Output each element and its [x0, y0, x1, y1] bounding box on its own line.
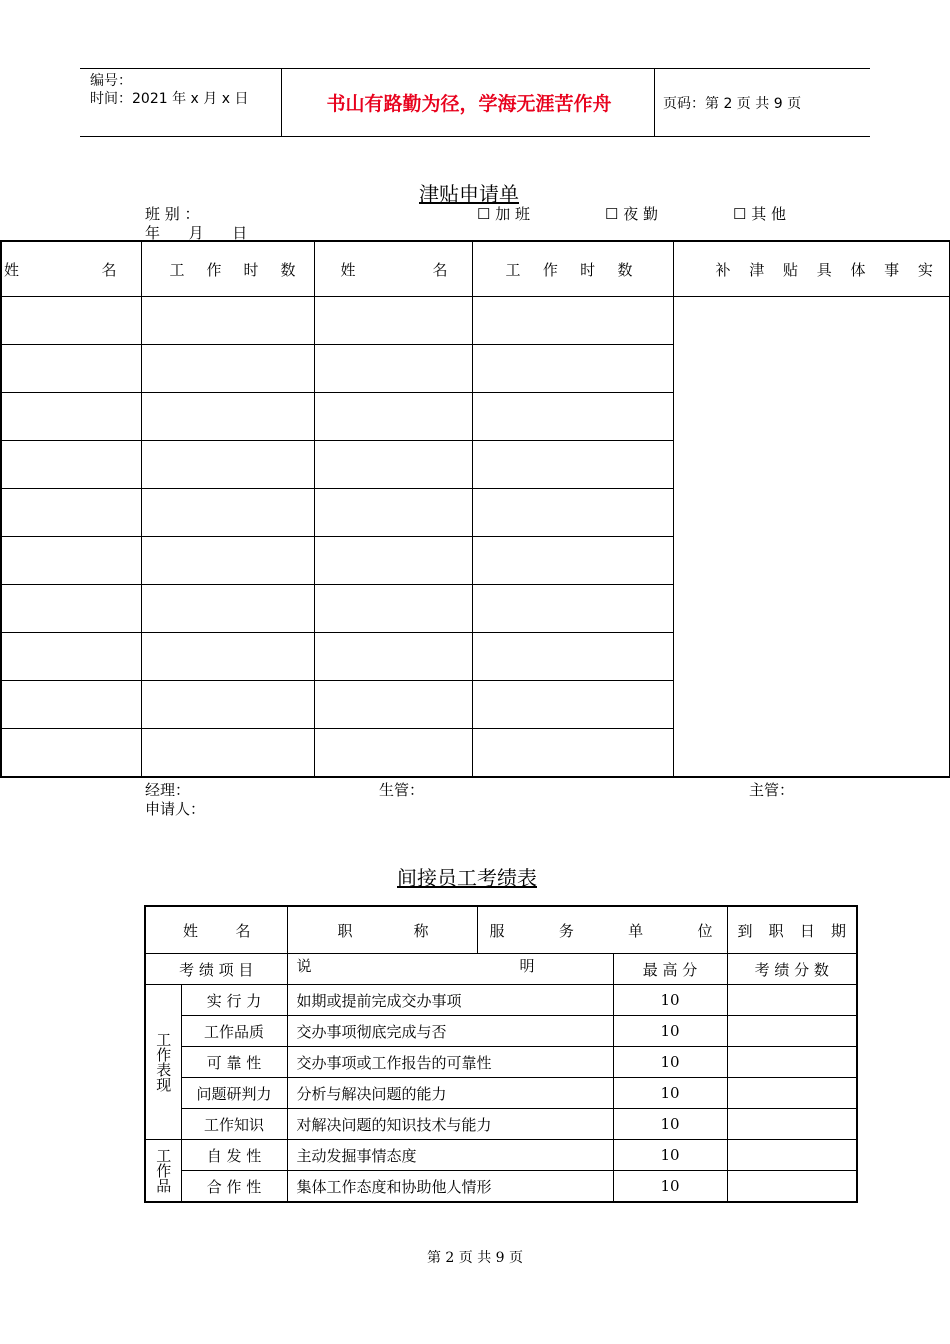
name-cell[interactable]	[1, 489, 141, 537]
hours-cell[interactable]	[472, 345, 673, 393]
hours-cell[interactable]	[141, 441, 314, 489]
eval-description: 主动发掘事情态度	[287, 1140, 613, 1171]
production-signature-label: 生管：	[379, 781, 425, 799]
eval-item: 可 靠 性	[181, 1047, 287, 1078]
hours-cell[interactable]	[472, 729, 673, 778]
eval-item: 工作知识	[181, 1109, 287, 1140]
manager-signature-label: 经理：	[145, 781, 191, 799]
name-cell[interactable]	[314, 585, 472, 633]
applicant-signature-label: 申请人：	[145, 800, 206, 818]
hours-cell[interactable]	[141, 681, 314, 729]
eval-max: 10	[613, 1140, 727, 1171]
col-eval-item: 考 绩 项 目	[145, 954, 287, 985]
allowance-facts-cell[interactable]	[673, 297, 950, 778]
hours-cell[interactable]	[141, 537, 314, 585]
name-cell[interactable]	[314, 297, 472, 345]
page-footer: 第 2 页 共 9 页	[426, 1250, 524, 1266]
name-cell[interactable]	[314, 537, 472, 585]
hours-cell[interactable]	[141, 393, 314, 441]
performance-form-title: 间接员工考绩表	[397, 866, 537, 890]
name-cell[interactable]	[1, 297, 141, 345]
name-cell[interactable]	[314, 441, 472, 489]
name-cell[interactable]	[1, 681, 141, 729]
eval-score-cell[interactable]	[727, 985, 857, 1016]
col-start-date: 到 职 日 期	[727, 906, 857, 954]
hours-cell[interactable]	[141, 345, 314, 393]
name-cell[interactable]	[314, 681, 472, 729]
header-page-number: 页码：第 2 页 共 9 页	[663, 95, 802, 112]
name-cell[interactable]	[314, 489, 472, 537]
eval-description: 对解决问题的知识技术与能力	[287, 1109, 613, 1140]
document-time: 时间：2021 年 x 月 x 日	[90, 91, 249, 107]
header-divider	[281, 69, 282, 136]
eval-max: 10	[613, 1016, 727, 1047]
name-cell[interactable]	[1, 441, 141, 489]
eval-item: 工作品质	[181, 1016, 287, 1047]
col-hours-2: 工 作 时 数	[472, 241, 673, 297]
hours-cell[interactable]	[472, 585, 673, 633]
name-cell[interactable]	[314, 345, 472, 393]
group-label-work-quality: 工作品	[145, 1140, 181, 1203]
hours-cell[interactable]	[141, 729, 314, 778]
name-cell[interactable]	[1, 633, 141, 681]
name-cell[interactable]	[1, 729, 141, 778]
performance-header-row	[145, 906, 857, 954]
eval-max: 10	[613, 985, 727, 1016]
col-name-2: 姓 名	[314, 241, 472, 297]
hours-cell[interactable]	[141, 585, 314, 633]
table-row	[1, 297, 950, 345]
header-motto: 书山有路勤为径，学海无涯苦作舟	[326, 93, 612, 115]
table-row	[145, 1047, 857, 1078]
eval-score-cell[interactable]	[727, 1140, 857, 1171]
col-hours-1: 工 作 时 数	[141, 241, 314, 297]
eval-item: 自 发 性	[181, 1140, 287, 1171]
hours-cell[interactable]	[472, 489, 673, 537]
performance-table	[144, 905, 858, 1203]
page-header	[80, 68, 870, 137]
header-meta	[90, 72, 248, 108]
col-max-score: 最 高 分	[613, 954, 727, 985]
name-cell[interactable]	[1, 393, 141, 441]
option-overtime[interactable]: ☐ 加 班	[477, 205, 530, 223]
hours-cell[interactable]	[472, 297, 673, 345]
eval-max: 10	[613, 1078, 727, 1109]
name-cell[interactable]	[314, 729, 472, 778]
allowance-table	[0, 240, 950, 778]
col-name: 姓 名	[145, 906, 287, 954]
hours-cell[interactable]	[141, 297, 314, 345]
eval-description: 交办事项或工作报告的可靠性	[287, 1047, 613, 1078]
hours-cell[interactable]	[472, 633, 673, 681]
col-title: 职 称	[287, 906, 477, 954]
eval-max: 10	[613, 1109, 727, 1140]
eval-item: 问题研判力	[181, 1078, 287, 1109]
option-other[interactable]: ☐ 其 他	[733, 205, 786, 223]
col-service-unit: 服 务 单 位	[477, 906, 727, 954]
hours-cell[interactable]	[141, 633, 314, 681]
date-label: 年 月 日	[145, 224, 248, 242]
shift-label: 班 别 ：	[145, 205, 200, 223]
table-row	[145, 1016, 857, 1047]
allowance-form-title: 津贴申请单	[419, 182, 519, 206]
col-eval-score: 考 绩 分 数	[727, 954, 857, 985]
eval-description: 分析与解决问题的能力	[287, 1078, 613, 1109]
name-cell[interactable]	[1, 345, 141, 393]
eval-score-cell[interactable]	[727, 1047, 857, 1078]
name-cell[interactable]	[314, 393, 472, 441]
name-cell[interactable]	[1, 585, 141, 633]
eval-item: 合 作 性	[181, 1171, 287, 1203]
col-name-1: 姓 名	[1, 241, 141, 297]
hours-cell[interactable]	[472, 537, 673, 585]
eval-score-cell[interactable]	[727, 1016, 857, 1047]
col-allowance-facts: 补 津 贴 具 体 事 实	[673, 241, 950, 297]
hours-cell[interactable]	[141, 489, 314, 537]
table-row	[145, 1140, 857, 1171]
name-cell[interactable]	[314, 633, 472, 681]
group-label-work-performance: 工作表现	[145, 985, 181, 1140]
document-number: 编号：	[90, 73, 132, 89]
hours-cell[interactable]	[472, 393, 673, 441]
allowance-header-row	[1, 241, 950, 297]
hours-cell[interactable]	[472, 681, 673, 729]
eval-description: 如期或提前完成交办事项	[287, 985, 613, 1016]
eval-max: 10	[613, 1047, 727, 1078]
eval-item: 实 行 力	[181, 985, 287, 1016]
eval-description: 集体工作态度和协助他人情形	[287, 1171, 613, 1203]
table-row	[145, 1109, 857, 1140]
eval-score-cell[interactable]	[727, 1109, 857, 1140]
table-row	[145, 1078, 857, 1109]
option-night-shift[interactable]: ☐ 夜 勤	[605, 205, 658, 223]
table-row	[145, 985, 857, 1016]
eval-description: 交办事项彻底完成与否	[287, 1016, 613, 1047]
table-row	[145, 1171, 857, 1203]
eval-score-cell[interactable]	[727, 1078, 857, 1109]
hours-cell[interactable]	[472, 441, 673, 489]
name-cell[interactable]	[1, 537, 141, 585]
eval-max: 10	[613, 1171, 727, 1203]
eval-score-cell[interactable]	[727, 1171, 857, 1203]
supervisor-signature-label: 主管：	[749, 781, 795, 799]
performance-subheader-row	[145, 954, 857, 985]
col-description: 说 明	[287, 954, 613, 985]
